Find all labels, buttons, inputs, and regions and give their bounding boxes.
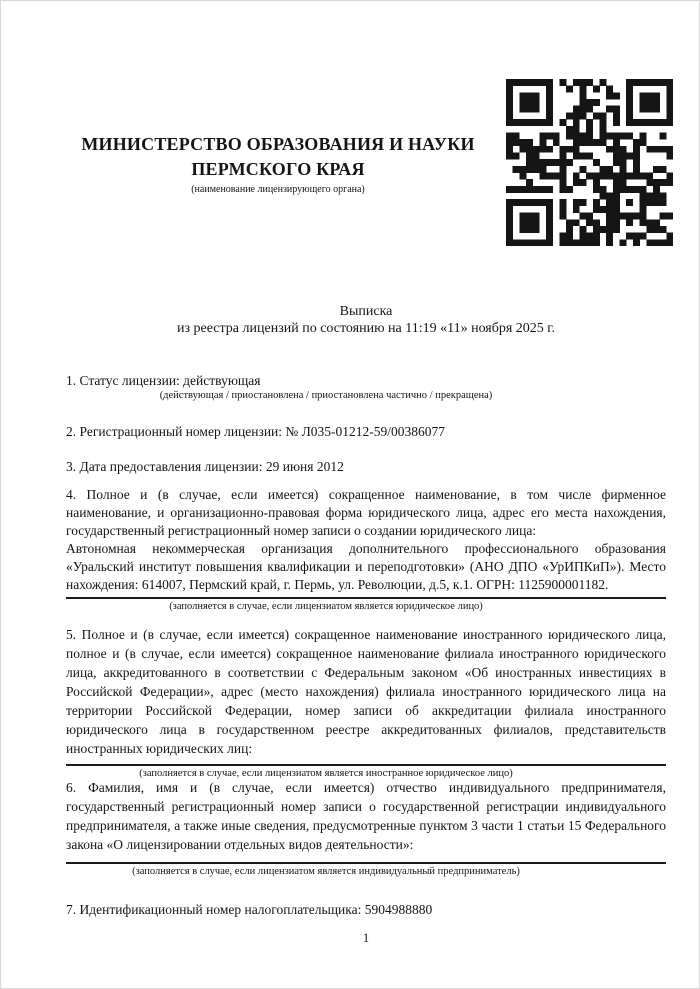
grant-date-item: 3. Дата предоставления лицензии: 29 июня 2012: [66, 459, 344, 474]
fill-in-line: [66, 597, 666, 599]
entrepreneur-section: [66, 778, 666, 878]
licensing-authority-header: [66, 132, 490, 196]
page-number: 1: [362, 931, 370, 945]
fill-in-line: [66, 862, 666, 864]
registration-number-item: 2. Регистрационный номер лицензии: № Л035-01212-59/00386077: [66, 424, 446, 439]
foreign-entity-section: [66, 625, 666, 780]
ministry-name-line1: МИНИСТЕРСТВО ОБРАЗОВАНИЯ И НАУКИ: [81, 134, 475, 154]
fill-in-line: [66, 764, 666, 766]
ministry-name-line2: ПЕРМСКОГО КРАЯ: [191, 159, 365, 179]
licensing-authority-caption: (наименование лицензирующего органа): [191, 184, 365, 195]
taxpayer-number-item: 7. Идентификационный номер налогоплательщика: 5904988880: [66, 902, 433, 917]
foreign-entity-label: 5. Полное и (в случае, если имеется) сокращенное наименование иностранного юридического лица, полное и (в случае, если имеется) сокращенное наименование филиала иностранного юридического лица, аккредитованного в соответствии с Федеральным законом «Об иностранных инвестициях в Российской Федерации», адрес (место нахождения) филиала иностранного юридического лица на территории Российской Федерации, номер записи об аккредитации филиала иностранного юридического лица в государственном реестре аккредитованных филиалов, представительств иностранных юридических лиц:: [66, 627, 666, 756]
legal-entity-section: [66, 486, 666, 613]
license-status-caption: (действующая / приостановлена / приостановлена частично / прекращена): [159, 390, 493, 401]
entrepreneur-label: 6. Фамилия, имя и (в случае, если имеется) отчество индивидуального предпринимателя, государственный регистрационный номер записи о государственной регистрации индивидуального предпринимателя, а также иные сведения, предусмотренные пунктом 3 части 1 статьи 15 Федерального закона «О лицензировании отдельных видов деятельности»:: [66, 780, 666, 852]
entrepreneur-caption: (заполняется в случае, если лицензиатом является индивидуальный предприниматель): [132, 866, 520, 877]
document-title-line1: Выписка: [339, 304, 393, 319]
legal-entity-caption: (заполняется в случае, если лицензиатом является юридическое лицо): [169, 601, 483, 612]
qr-code: [506, 79, 673, 246]
license-status-item: 1. Статус лицензии: действующая: [66, 373, 261, 388]
legal-entity-label: 4. Полное и (в случае, если имеется) сокращенное наименование, в том числе фирменное наименование, и организационно-правовая форма юридического лица, адрес его места нахождения, государственный регистрационный номер записи о создании юридического лица:: [66, 487, 666, 538]
foreign-entity-caption: (заполняется в случае, если лицензиатом является иностранное юридическое лицо): [139, 768, 513, 779]
document-title-line2: из реестра лицензий по состоянию на 11:19 «11» ноября 2025 г.: [177, 321, 555, 336]
legal-entity-value: Автономная некоммерческая организация дополнительного профессионального образования «Уральский институт повышения квалификации и переподготовки» (АНО ДПО «УрИПКиП»). Место нахождения: 614007, Пермский край, г. Пермь, ул. Революции, д.5, к.1. ОГРН: 1125900001182.: [66, 541, 666, 592]
document-title: [66, 303, 666, 337]
